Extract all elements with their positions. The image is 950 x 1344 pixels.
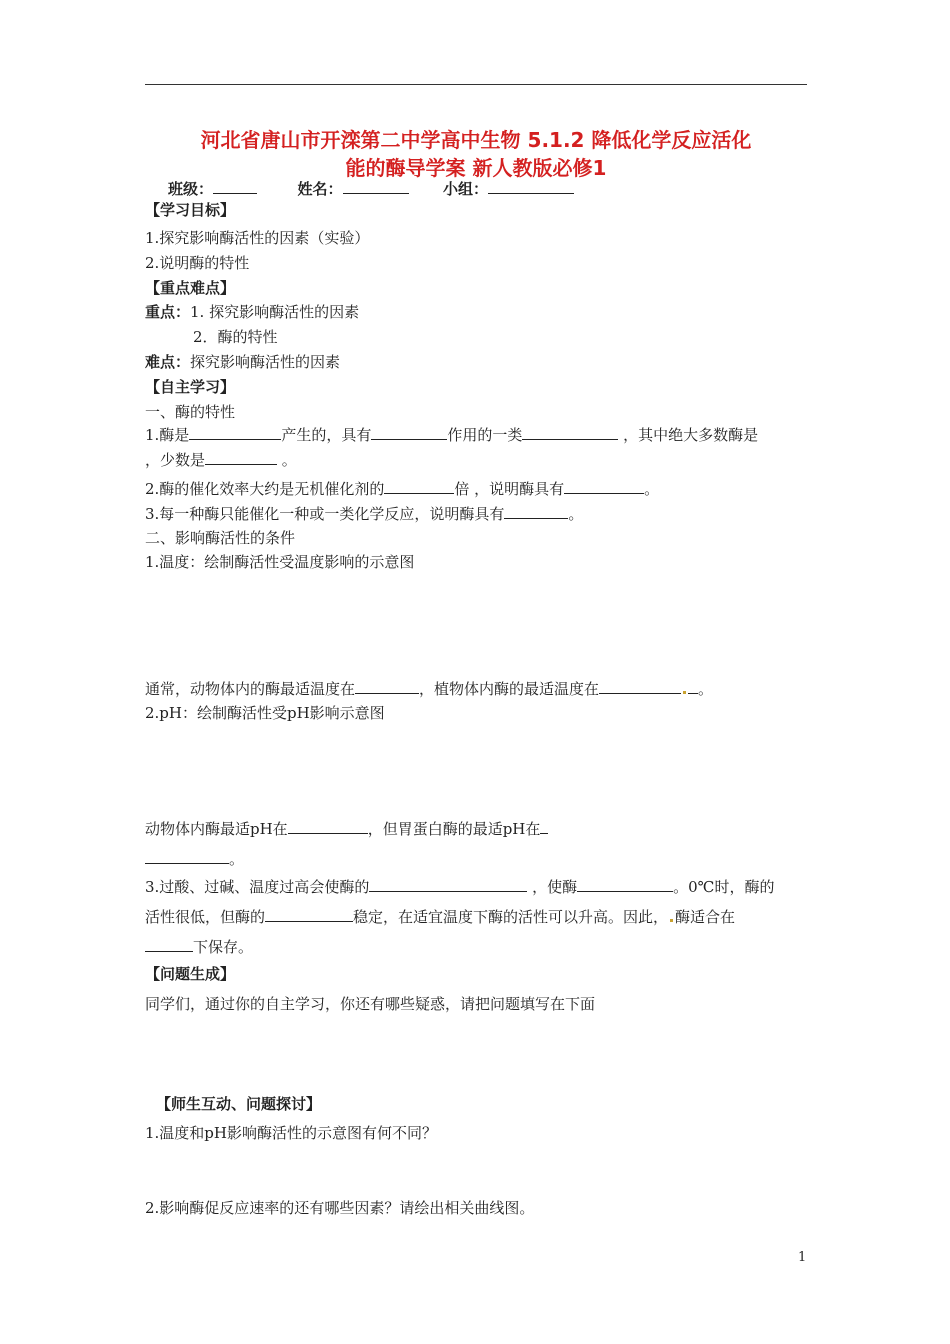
mark-dot bbox=[683, 691, 686, 694]
self-study-header: 【自主学习】 bbox=[145, 378, 236, 396]
ph-title: 2.pH：绘制酶活性受pH影响示意图 bbox=[145, 704, 385, 722]
key-point-2: 2．酶的特性 bbox=[193, 328, 278, 346]
header-rule bbox=[145, 84, 807, 85]
question-1 bbox=[145, 425, 758, 444]
q1-blank-3[interactable] bbox=[522, 425, 618, 440]
question-1-cont bbox=[145, 450, 297, 469]
ex-text-a: 3.过酸、过碱、温度过高会使酶的 bbox=[145, 878, 370, 896]
ex-text-f: 酶适合在 bbox=[675, 908, 736, 926]
question-extreme-cont bbox=[145, 907, 735, 926]
q1-text-a: 1.酶是 bbox=[145, 426, 190, 444]
ex-blank-2[interactable] bbox=[577, 877, 673, 892]
q1-blank-4[interactable] bbox=[205, 450, 277, 465]
name-blank[interactable] bbox=[343, 179, 409, 194]
ex-text-c: 。0℃时，酶的 bbox=[673, 878, 775, 896]
doc-title-line-1: 河北省唐山市开滦第二中学高中生物 5.1.2 降低化学反应活化 bbox=[200, 128, 752, 152]
q3-blank[interactable] bbox=[504, 504, 568, 519]
ex-text-g: 下保存。 bbox=[193, 938, 254, 956]
ph-text-a: 动物体内酶最适pH在 bbox=[145, 820, 288, 838]
mark-dot bbox=[670, 919, 673, 922]
hard-label: 难点： bbox=[145, 353, 191, 371]
page-number: 1 bbox=[798, 1250, 807, 1265]
doc-title-line-2: 能的酶导学案 新人教版必修1 bbox=[345, 156, 607, 180]
ph-question bbox=[145, 819, 548, 838]
part2-title: 二、影响酶活性的条件 bbox=[145, 529, 296, 547]
q2-text-a: 2.酶的催化效率大约是无机催化剂的 bbox=[145, 480, 385, 498]
temp-blank-3[interactable] bbox=[688, 679, 698, 694]
q2-blank-2[interactable] bbox=[564, 479, 644, 494]
q2-text-c: 。 bbox=[644, 480, 660, 498]
key-point-1 bbox=[145, 303, 359, 321]
temp-text-c: 。 bbox=[698, 680, 714, 698]
q1-text-e: ，少数是 bbox=[145, 451, 206, 469]
ex-text-e: 稳定，在适宜温度下酶的活性可以升高。因此， bbox=[353, 908, 669, 926]
key-text-1: 1. 探究影响酶活性的因素 bbox=[190, 303, 360, 321]
ph-blank-2b[interactable] bbox=[145, 849, 229, 864]
ph-blank-1[interactable] bbox=[288, 819, 368, 834]
q3-text-a: 3.每一种酶只能催化一种或一类化学反应，说明酶具有 bbox=[145, 505, 505, 523]
ph-text-b: ，但胃蛋白酶的最适pH在 bbox=[367, 820, 541, 838]
q1-blank-1[interactable] bbox=[189, 425, 281, 440]
q1-text-c: 作用的一类 bbox=[447, 426, 523, 444]
group-blank[interactable] bbox=[488, 179, 574, 194]
ph-text-c: 。 bbox=[229, 850, 245, 868]
goals-header: 【学习目标】 bbox=[145, 201, 236, 219]
ex-blank-1[interactable] bbox=[369, 877, 527, 892]
part1-title: 一、酶的特性 bbox=[145, 403, 236, 421]
temp-blank-2[interactable] bbox=[599, 679, 681, 694]
goal-item: 1.探究影响酶活性的因素（实验） bbox=[145, 229, 370, 247]
interaction-question-1: 1.温度和pH影响酶活性的示意图有何不同？ bbox=[145, 1124, 437, 1142]
hard-text: 探究影响酶活性的因素 bbox=[190, 353, 341, 371]
ex-blank-4[interactable] bbox=[145, 937, 193, 952]
question-3 bbox=[145, 504, 583, 523]
ex-blank-3[interactable] bbox=[265, 907, 353, 922]
temp-text-b: ，植物体内酶的最适温度在 bbox=[419, 680, 600, 698]
key-header: 【重点难点】 bbox=[145, 279, 236, 297]
temp-text-a: 通常，动物体内的酶最适温度在 bbox=[145, 680, 356, 698]
interaction-question-2: 2.影响酶促反应速率的还有哪些因素？请绘出相关曲线图。 bbox=[145, 1199, 535, 1217]
temperature-title: 1.温度：绘制酶活性受温度影响的示意图 bbox=[145, 553, 415, 571]
name-label: 姓名： bbox=[297, 180, 343, 198]
ex-text-d: 活性很低，但酶的 bbox=[145, 908, 266, 926]
info-row bbox=[168, 178, 574, 199]
hard-point bbox=[145, 353, 340, 371]
class-blank[interactable] bbox=[213, 179, 257, 194]
ph-blank-2a[interactable] bbox=[540, 819, 548, 834]
key-label: 重点： bbox=[145, 303, 191, 321]
q1-text-f: 。 bbox=[281, 451, 297, 469]
q1-blank-2[interactable] bbox=[371, 425, 447, 440]
q1-text-b: 产生的，具有 bbox=[281, 426, 372, 444]
q2-blank-1[interactable] bbox=[384, 479, 454, 494]
goal-item: 2.说明酶的特性 bbox=[145, 254, 250, 272]
interaction-header: 【师生互动、问题探讨】 bbox=[156, 1095, 322, 1113]
group-label: 小组： bbox=[442, 180, 488, 198]
temp-blank-1[interactable] bbox=[355, 679, 419, 694]
problem-header: 【问题生成】 bbox=[145, 965, 236, 983]
ex-text-b: ，使酶 bbox=[532, 878, 578, 896]
question-extreme-end bbox=[145, 937, 253, 956]
temperature-question bbox=[145, 679, 713, 698]
q1-text-d: ，其中绝大多数酶是 bbox=[623, 426, 759, 444]
question-2 bbox=[145, 479, 659, 498]
ph-question-cont bbox=[145, 849, 244, 868]
class-label: 班级： bbox=[168, 180, 214, 198]
q2-text-b: 倍 ，说明酶具有 bbox=[454, 480, 565, 498]
problem-text: 同学们，通过你的自主学习，你还有哪些疑惑，请把问题填写在下面 bbox=[145, 995, 596, 1013]
q3-text-b: 。 bbox=[568, 505, 584, 523]
question-extreme bbox=[145, 877, 774, 896]
